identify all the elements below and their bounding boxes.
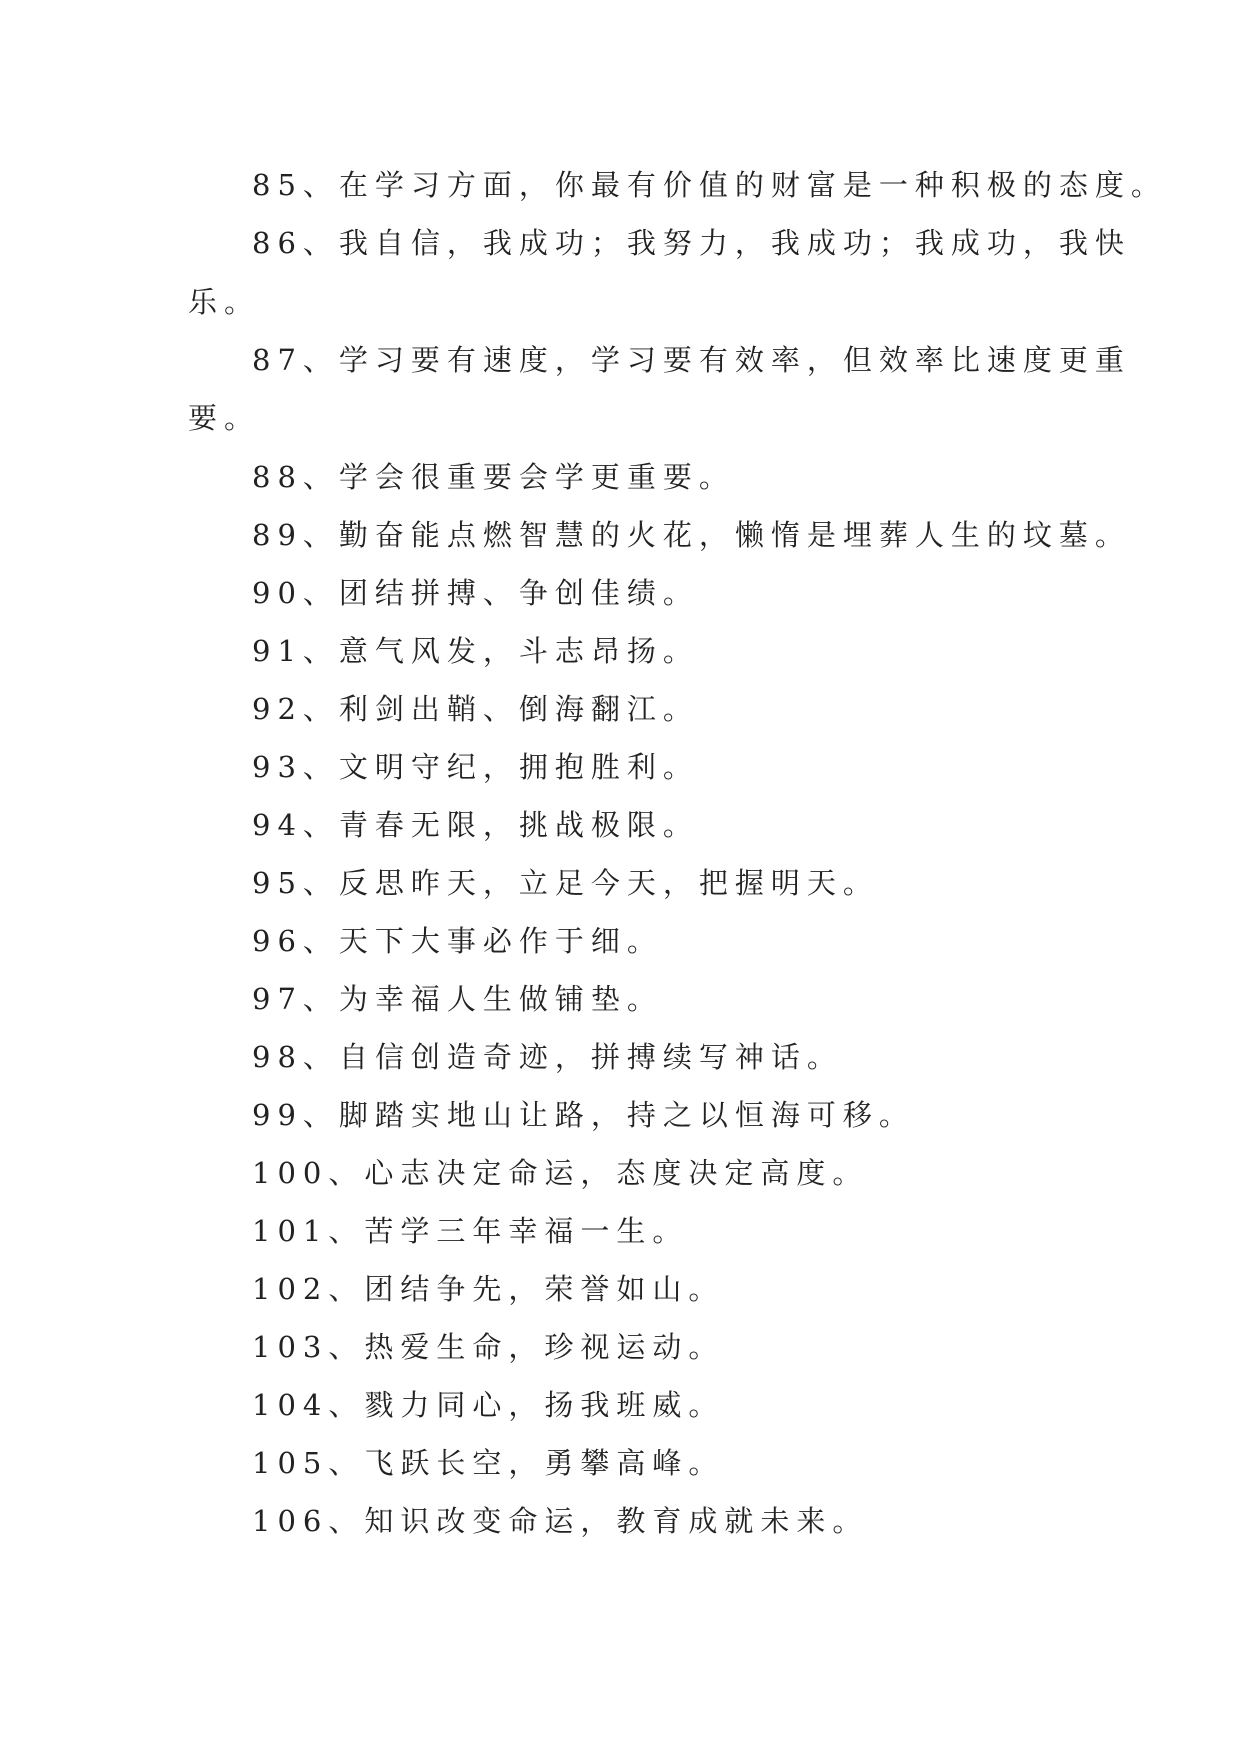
text-line-105: 105、飞跃长空，勇攀高峰。	[252, 1446, 725, 1480]
text-line-99: 99、脚踏实地山让路，持之以恒海可移。	[252, 1098, 915, 1132]
text-line-90: 90、团结拼搏、争创佳绩。	[252, 576, 699, 610]
text-line-98: 98、自信创造奇迹，拼搏续写神话。	[252, 1040, 843, 1074]
text-line-87: 87、学习要有速度，学习要有效率，但效率比速度更重	[252, 343, 1131, 377]
text-line-89: 89、勤奋能点燃智慧的火花，懒惰是埋葬人生的坟墓。	[252, 518, 1131, 552]
text-line-87-continued: 要。	[188, 401, 261, 435]
text-line-96: 96、天下大事必作于细。	[252, 924, 663, 958]
text-line-92: 92、利剑出鞘、倒海翻江。	[252, 692, 699, 726]
text-line-100: 100、心志决定命运，态度决定高度。	[252, 1156, 869, 1190]
text-line-97: 97、为幸福人生做铺垫。	[252, 982, 663, 1016]
text-line-104: 104、戮力同心，扬我班威。	[252, 1388, 725, 1422]
text-line-101: 101、苦学三年幸福一生。	[252, 1214, 689, 1248]
text-line-102: 102、团结争先，荣誉如山。	[252, 1272, 725, 1306]
text-line-86-continued: 乐。	[188, 285, 261, 319]
text-line-91: 91、意气风发，斗志昂扬。	[252, 634, 699, 668]
text-line-88: 88、学会很重要会学更重要。	[252, 460, 735, 494]
text-line-85: 85、在学习方面，你最有价值的财富是一种积极的态度。	[252, 168, 1167, 202]
text-line-103: 103、热爱生命，珍视运动。	[252, 1330, 725, 1364]
text-line-93: 93、文明守纪，拥抱胜利。	[252, 750, 699, 784]
text-line-106: 106、知识改变命运，教育成就未来。	[252, 1504, 869, 1538]
text-line-86: 86、我自信，我成功；我努力，我成功；我成功，我快	[252, 226, 1131, 260]
text-line-95: 95、反思昨天，立足今天，把握明天。	[252, 866, 879, 900]
text-line-94: 94、青春无限，挑战极限。	[252, 808, 699, 842]
